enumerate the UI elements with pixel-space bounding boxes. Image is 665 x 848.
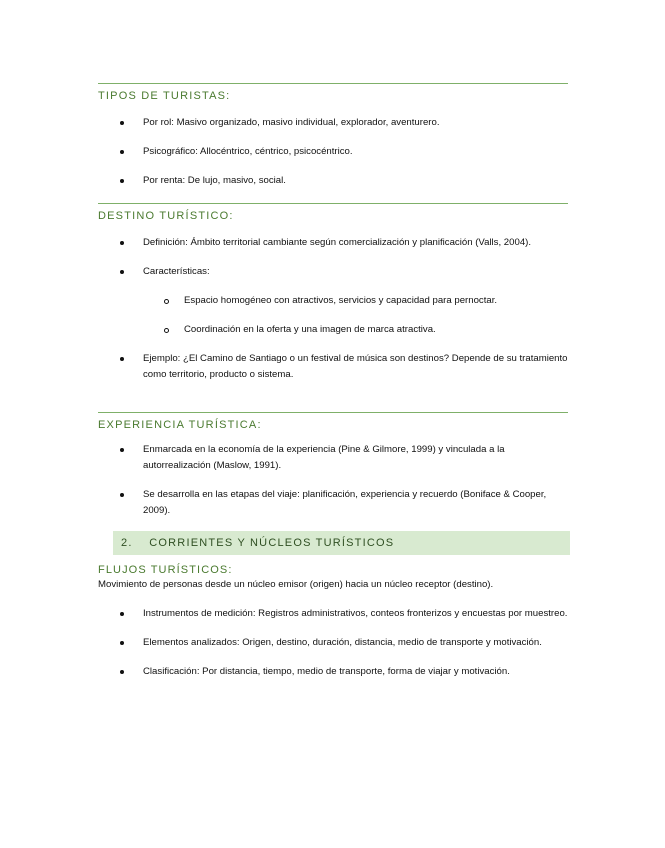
bullet-list bbox=[98, 115, 568, 189]
sub-list-item: Coordinación en la oferta y una imagen de marca atractiva. bbox=[98, 322, 568, 338]
bullet-list bbox=[98, 235, 568, 383]
list-item: Por rol: Masivo organizado, masivo individual, explorador, aventurero. bbox=[98, 115, 568, 131]
section-title: TIPOS DE TURISTAS: bbox=[98, 90, 231, 102]
section-destino-turistico bbox=[98, 203, 568, 383]
list-item: Enmarcada en la economía de la experiencia (Pine & Gilmore, 1999) y vinculada a la autorrealización (Maslow, 1991). bbox=[98, 442, 568, 474]
list-item: Instrumentos de medición: Registros administrativos, conteos fronterizos y encuestas por muestreo. bbox=[98, 606, 568, 622]
section-divider bbox=[98, 412, 568, 413]
section-tipos-de-turistas bbox=[98, 83, 568, 189]
list-item: Clasificación: Por distancia, tiempo, medio de transporte, forma de viajar y motivación. bbox=[98, 664, 568, 680]
section-divider bbox=[98, 83, 568, 84]
section-experiencia-turistica bbox=[98, 412, 568, 519]
sub-list-item: Espacio homogéneo con atractivos, servicios y capacidad para pernoctar. bbox=[98, 293, 568, 309]
list-item: Características: bbox=[98, 264, 568, 280]
heading-text: CORRIENTES Y NÚCLEOS TURÍSTICOS bbox=[149, 537, 395, 549]
section-flujos-turisticos bbox=[98, 563, 568, 680]
heading-2-band bbox=[113, 531, 570, 555]
list-item: Elementos analizados: Origen, destino, duración, distancia, medio de transporte y motivación. bbox=[98, 635, 568, 651]
section-divider bbox=[98, 203, 568, 204]
list-item: Psicográfico: Allocéntrico, céntrico, psicocéntrico. bbox=[98, 144, 568, 160]
section-title: FLUJOS TURÍSTICOS: bbox=[98, 564, 233, 576]
list-item: Se desarrolla en las etapas del viaje: planificación, experiencia y recuerdo (Boniface & Cooper, 2009). bbox=[98, 487, 568, 519]
list-item: Por renta: De lujo, masivo, social. bbox=[98, 173, 568, 189]
list-item: Definición: Ámbito territorial cambiante según comercialización y planificación (Valls, 2004). bbox=[98, 235, 568, 251]
intro-paragraph: Movimiento de personas desde un núcleo emisor (origen) hacia un núcleo receptor (destino). bbox=[98, 579, 494, 590]
bullet-list bbox=[98, 442, 568, 519]
section-title: DESTINO TURÍSTICO: bbox=[98, 210, 234, 222]
section-title: EXPERIENCIA TURÍSTICA: bbox=[98, 419, 262, 431]
bullet-list bbox=[98, 606, 568, 680]
heading-number: 2. bbox=[121, 537, 133, 549]
list-item: Ejemplo: ¿El Camino de Santiago o un festival de música son destinos? Depende de su tratamiento como territorio, producto o sistema. bbox=[98, 351, 568, 383]
